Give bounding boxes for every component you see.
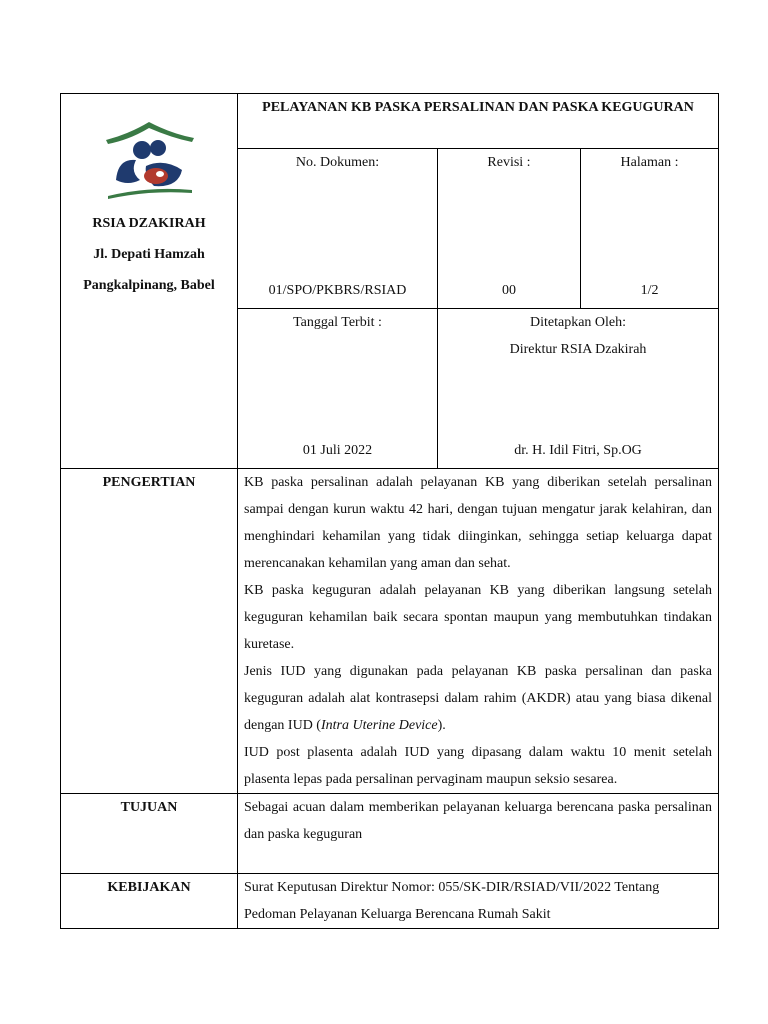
revision-value: 00 (502, 283, 516, 298)
pengertian-paragraph: Jenis IUD yang digunakan pada pelayanan KB paska persalinan dan paska keguguran adalah alat kontrasepsi dalam rahim (AKDR) atau yang biasa dikenal dengan IUD (Intra Uterine Device). (244, 664, 713, 733)
hospital-identity-cell (61, 94, 238, 469)
issue-date-cell (238, 309, 438, 469)
revision-cell (438, 149, 581, 309)
issue-date-label: Tanggal Terbit : (293, 315, 382, 330)
set-by-name: dr. H. Idil Fitri, Sp.OG (514, 443, 642, 458)
pengertian-paragraph: IUD post plasenta adalah IUD yang dipasang dalam waktu 10 menit setelah plasenta lepas pada persalinan pervaginam maupun seksio sesarea. (244, 745, 713, 787)
document-title: PELAYANAN KB PASKA PERSALINAN DAN PASKA KEGUGURAN (238, 94, 719, 149)
set-by-label: Ditetapkan Oleh: (530, 315, 627, 330)
pengertian-content (238, 469, 719, 794)
doc-number-label: No. Dokumen: (295, 155, 380, 170)
tujuan-content: Sebagai acuan dalam memberikan pelayanan keluarga berencana paska persalinan dan paska keguguran (238, 794, 719, 874)
set-by-title: Direktur RSIA Dzakirah (509, 342, 647, 357)
page-cell (581, 149, 719, 309)
hospital-name: RSIA DZAKIRAH (92, 216, 206, 231)
doc-number-cell (238, 149, 438, 309)
pengertian-paragraph: KB paska persalinan adalah pelayanan KB yang diberikan setelah persalinan sampai dengan kurun waktu 42 hari, dengan tujuan mengatur jarak kelahiran, dan menghindari kehamilan yang tidak diinginkan, sehingga setiap keluarga dapat merencanakan kehamilan yang aman dan sehat. (244, 475, 713, 571)
intra-uterine-device-term: Intra Uterine Device (320, 718, 438, 733)
hospital-address-line2: Pangkalpinang, Babel (83, 278, 215, 293)
issue-date-value: 01 Juli 2022 (302, 443, 373, 458)
kebijakan-label: KEBIJAKAN (61, 874, 238, 929)
kebijakan-content: Surat Keputusan Direktur Nomor: 055/SK-DIR/RSIAD/VII/2022 Tentang Pedoman Pelayanan Keluarga Berencana Rumah Sakit (238, 874, 719, 929)
hospital-address-line1: Jl. Depati Hamzah (93, 247, 205, 262)
pengertian-paragraph: KB paska keguguran adalah pelayanan KB yang diberikan langsung setelah keguguran kehamilan baik secara spontan maupun yang membutuhkan tindakan kuretase. (244, 583, 713, 652)
doc-number-value: 01/SPO/PKBRS/RSIAD (268, 283, 407, 298)
set-by-cell (438, 309, 719, 469)
page-value: 1/2 (640, 283, 659, 298)
spo-document-table (60, 93, 719, 929)
pengertian-label: PENGERTIAN (61, 469, 238, 794)
hospital-logo-icon (67, 94, 231, 204)
revision-label: Revisi : (487, 155, 531, 170)
tujuan-label: TUJUAN (61, 794, 238, 874)
page-label: Halaman : (620, 155, 679, 170)
